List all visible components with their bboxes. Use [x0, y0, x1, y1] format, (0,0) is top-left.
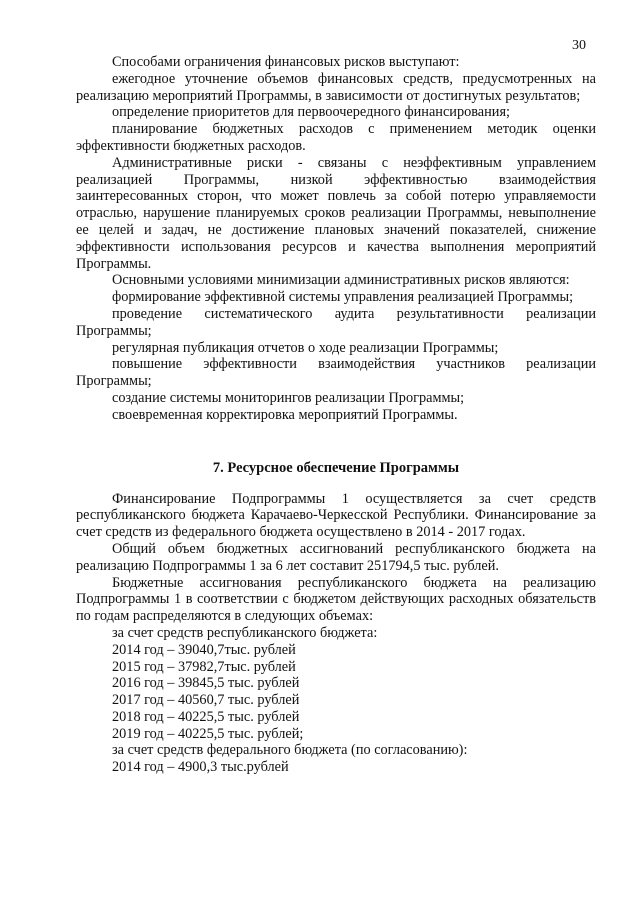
year-amount-item: 2017 год – 40560,7 тыс. рублей — [112, 692, 300, 709]
page-number: 30 — [572, 38, 586, 53]
admin-risk-item: своевременная корректировка мероприятий Программы. — [112, 406, 458, 423]
year-amount-item: 2018 год – 40225,5 тыс. рублей — [112, 708, 300, 725]
admin-risk-item: регулярная публикация отчетов о ходе реализации Программы; — [112, 339, 499, 356]
year-amount-item: 2016 год – 39845,5 тыс. рублей — [112, 675, 300, 692]
year-amount-item: 2014 год – 4900,3 тыс.рублей — [112, 759, 289, 776]
federal-budget-label: за счет средств федерального бюджета (по согласованию): — [112, 742, 468, 759]
admin-risk-item: формирование эффективной системы управления реализацией Программы; — [112, 289, 574, 306]
admin-risk-item: проведение систематического аудита результативности реализации Программы; — [76, 305, 596, 339]
regional-budget-label: за счет средств республиканского бюджета: — [112, 624, 378, 641]
financial-risks-intro: Способами ограничения финансовых рисков выступают: — [112, 54, 460, 70]
regional-budget-years — [76, 642, 596, 743]
document-body — [76, 54, 596, 776]
year-amount-item: 2014 год – 39040,7тыс. рублей — [112, 641, 296, 658]
financial-risk-item: определение приоритетов для первоочередного финансирования; — [112, 104, 510, 121]
funding-paragraph-1: Финансирование Подпрограммы 1 осуществляется за счет средств республиканского бюджета Карачаево-Черкесской Республики. Финансирование за счет средств из федерального бюджета осуществлено в 2014 - 2017 годах. — [76, 490, 596, 541]
admin-risk-item: повышение эффективности взаимодействия участников реализации Программы; — [76, 356, 596, 390]
year-amount-item: 2019 год – 40225,5 тыс. рублей; — [112, 725, 304, 742]
financial-risk-item: ежегодное уточнение объемов финансовых средств, предусмотренных на реализацию мероприятий Программы, в зависимости от достигнутых результатов; — [76, 70, 596, 104]
funding-paragraph-2: Общий объем бюджетных ассигнований республиканского бюджета на реализацию Подпрограммы 1 за 6 лет составит 251794,5 тыс. рублей. — [76, 540, 596, 574]
admin-risks-intro: Основными условиями минимизации административных рисков являются: — [112, 272, 570, 289]
admin-risk-item: создание системы мониторингов реализации Программы; — [112, 389, 465, 406]
financial-risk-item: планирование бюджетных расходов с применением методик оценки эффективности бюджетных расходов. — [76, 121, 596, 154]
federal-budget-years — [76, 759, 596, 776]
section-title: 7. Ресурсное обеспечение Программы — [212, 459, 460, 476]
funding-paragraph-3: Бюджетные ассигнования республиканского бюджета на реализацию Подпрограммы 1 в соответствии с бюджетом действующих расходных обязательств по годам распределяются в следующих объемах: — [76, 574, 596, 625]
year-amount-item: 2015 год – 37982,7тыс. рублей — [112, 658, 296, 675]
admin-risks-paragraph: Административные риски - связаны с неэффективным управлением реализацией Программы, низкой эффективностью взаимодействия заинтересованных сторон, что может повлечь за собой потерю управляемости отраслью, нарушение планируемых сроков реализации Программы, невыполнение ее целей и задач, не достижение плановых значений показателей, снижение эффективности использования ресурсов и качества выполнения мероприятий Программы. — [76, 154, 596, 272]
